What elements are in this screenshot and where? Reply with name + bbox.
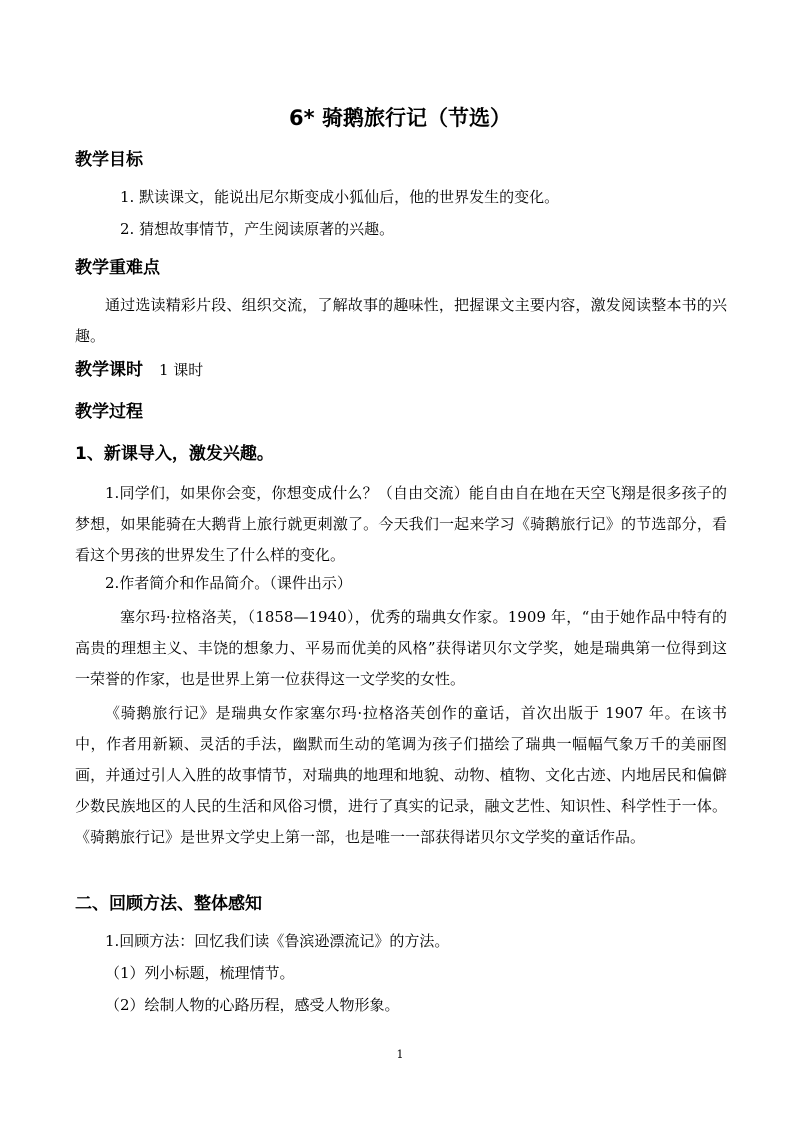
duration-row [75,358,203,382]
section2-item-3: （2）绘制人物的心路历程，感受人物形象。 [105,996,400,1014]
section1-paragraph-3: 塞尔玛·拉格洛芙，（1858—1940），优秀的瑞典女作家。1909 年，“由于她作品中特有的高贵的理想主义、丰饶的想象力、平易而优美的风格”获得诺贝尔文学奖，她是瑞典第一位得到这一荣誉的作家，也是世界上第一位获得这一文学奖的女性。 [75,608,727,688]
duration-heading: 教学课时 [75,360,143,380]
teaching-goals-heading: 教学目标 [75,150,143,170]
key-points-text: 通过选读精彩片段、组织交流，了解故事的趣味性，把握课文主要内容，激发阅读整本书的兴趣。 [75,296,727,345]
section1-paragraph-1: 1.同学们，如果你会变，你想变成什么？（自由交流）能自由自在地在天空飞翔是很多孩子的梦想，如果能骑在大鹅背上旅行就更刺激了。今天我们一起来学习《骑鹅旅行记》的节选部分，看看这个男孩的世界发生了什么样的变化。 [75,484,727,564]
section1-paragraph-2: 2.作者简介和作品简介。（课件出示） [105,574,352,592]
document-title: 6* 骑鹅旅行记（节选） [289,106,511,130]
process-heading: 教学过程 [75,402,143,422]
section2-heading: 二、回顾方法、整体感知 [75,894,262,914]
goal-item-1: 1. 默读课文，能说出尼尔斯变成小狐仙后，他的世界发生的变化。 [120,188,560,206]
page-number: 1 [396,1048,404,1061]
section2-item-1: 1.回顾方法：回忆我们读《鲁滨逊漂流记》的方法。 [105,932,450,950]
duration-value: 1 课时 [159,361,204,379]
section1-paragraph-4: 《骑鹅旅行记》是瑞典女作家塞尔玛·拉格洛芙创作的童话，首次出版于 1907 年。在该书中，作者用新颖、灵活的手法，幽默而生动的笔调为孩子们描绘了瑞典一幅幅气象万千的美丽图画，并通过引人入胜的故事情节，对瑞典的地理和地貌、动物、植物、文化古迹、内地居民和偏僻少数民族地区的人民的生活和风俗习惯，进行了真实的记录，融文艺性、知识性、科学性于一体。《骑鹅旅行记》是世界文学史上第一部，也是唯一一部获得诺贝尔文学奖的童话作品。 [75,704,727,846]
section2-item-2: （1）列小标题，梳理情节。 [105,964,295,982]
section1-heading: 1、新课导入，激发兴趣。 [75,444,274,464]
key-points-heading: 教学重难点 [75,258,160,278]
goal-item-2: 2. 猜想故事情节，产生阅读原著的兴趣。 [120,220,395,238]
